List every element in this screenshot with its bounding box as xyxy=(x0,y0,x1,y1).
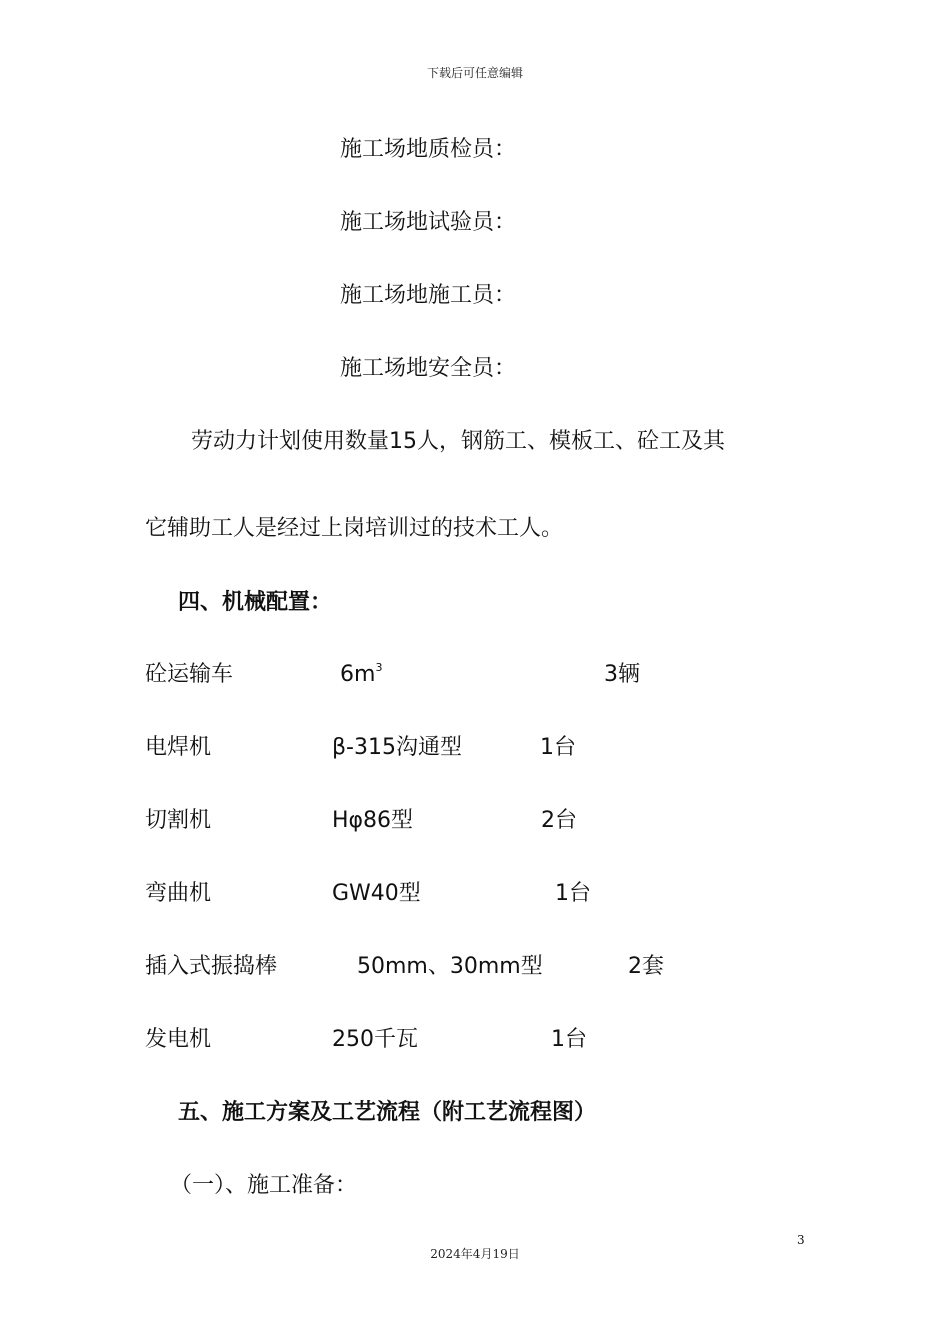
machine-spec: Hφ86型 xyxy=(332,808,414,833)
machine-name: 弯曲机 xyxy=(145,881,212,906)
machine-spec: $6m^3$ xyxy=(340,661,383,687)
page-number: 3 xyxy=(797,1233,805,1247)
machine-spec: β-315沟通型 xyxy=(332,735,462,760)
machine-qty: 2套 xyxy=(628,954,664,979)
machine-qty: 1台 xyxy=(540,735,576,760)
page-header: 下载后可任意编辑 xyxy=(426,66,523,80)
machine-spec: GW40型 xyxy=(332,881,421,906)
machine-spec: 50mm、30mm型 xyxy=(357,954,543,979)
machine-qty: 3辆 xyxy=(604,662,640,687)
subsection1-title: （一）、施工准备： xyxy=(170,1173,358,1198)
machine-spec: 250千瓦 xyxy=(332,1027,418,1052)
machine-name: 切割机 xyxy=(145,808,212,833)
machine-qty: 1台 xyxy=(551,1027,587,1052)
superscript-3: 3 xyxy=(375,661,383,674)
machine-name: 插入式振捣棒 xyxy=(145,954,278,979)
machine-name: 砼运输车 xyxy=(145,662,234,687)
labor-paragraph-line2: 它辅助工人是经过上岗培训过的技术工人。 xyxy=(145,516,564,541)
role-quality-inspector: 施工场地质检员： xyxy=(340,137,517,162)
machine-qty: 1台 xyxy=(555,881,591,906)
role-safety-officer: 施工场地安全员： xyxy=(340,356,517,381)
machine-name: 发电机 xyxy=(145,1027,212,1052)
section4-title: 四、机械配置： xyxy=(178,590,333,615)
page-footer-date: 2024年4月19日 xyxy=(430,1247,520,1261)
machine-qty: 2台 xyxy=(541,808,577,833)
role-construction-worker: 施工场地施工员： xyxy=(340,283,517,308)
machine-name: 电焊机 xyxy=(145,735,212,760)
labor-paragraph-line1: 劳动力计划使用数量15人，钢筋工、模板工、砼工及其 xyxy=(191,429,725,454)
section5-title: 五、施工方案及工艺流程（附工艺流程图） xyxy=(178,1100,597,1125)
role-tester: 施工场地试验员： xyxy=(340,210,517,235)
